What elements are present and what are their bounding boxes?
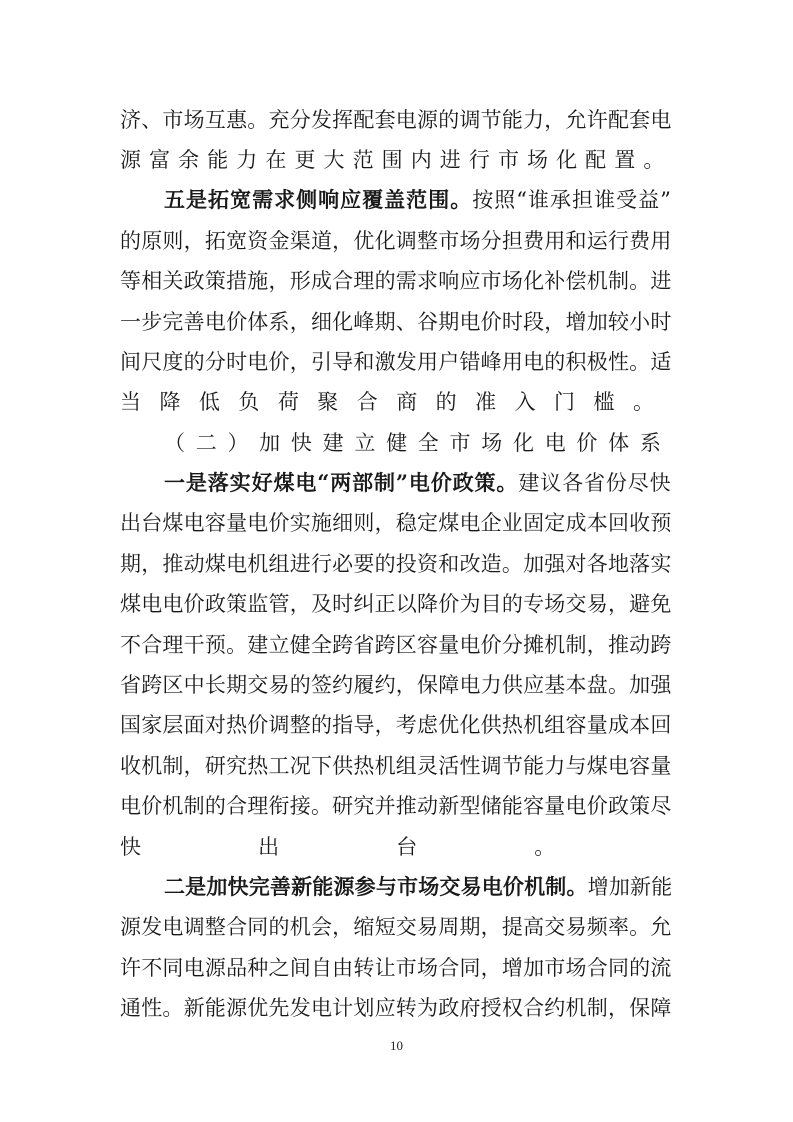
body-line: 通性。新能源优先发电计划应转为政府授权合约机制，保障 xyxy=(120,996,672,1020)
body-line: 煤电电价政策监管，及时纠正以降价为目的专场交易，避免 xyxy=(120,592,672,616)
body-line: 省跨区中长期交易的签约履约，保障电力供应基本盘。加强 xyxy=(120,673,672,697)
body-line: 一步完善电价体系，细化峰期、谷期电价时段，增加较小时 xyxy=(120,310,672,334)
body-line: 出台煤电容量电价实施细则，稳定煤电企业固定成本回收预 xyxy=(120,511,672,535)
page-number: 10 xyxy=(390,1038,403,1053)
body-line: 间尺度的分时电价，引导和激发用户错峰用电的积极性。适 xyxy=(120,350,672,374)
body-line: 当降低负荷聚合商的准入门槛。 xyxy=(120,390,673,414)
paragraph-heading-line: 五是拓宽需求侧响应覆盖范围。按照“谁承担谁受益” xyxy=(164,187,672,212)
body-line: 源富余能力在更大范围内进行市场化配置。 xyxy=(120,148,673,172)
bold-heading: 五是拓宽需求侧响应覆盖范围。 xyxy=(164,187,473,212)
section-heading: （二）加快建立健全市场化电价体系 xyxy=(164,431,672,455)
body-line: 电价机制的合理衔接。研究并推动新型储能容量电价政策尽 xyxy=(120,794,672,818)
bold-heading: 二是加快完善新能源参与市场交易电价机制。 xyxy=(164,874,588,899)
body-line: 许不同电源品种之间自由转让市场合同，增加市场合同的流 xyxy=(120,956,672,980)
body-line: 期，推动煤电机组进行必要的投资和改造。加强对各地落实 xyxy=(120,552,672,576)
body-line: 等相关政策措施，形成合理的需求响应市场化补偿机制。进 xyxy=(120,269,672,293)
body-line: 的原则，拓宽资金渠道，优化调整市场分担费用和运行费用 xyxy=(120,229,672,253)
paragraph-heading-line: 一是落实好煤电“两部制”电价政策。建议各省份尽快 xyxy=(164,470,672,495)
body-line: 不合理干预。建立健全跨省跨区容量电价分摊机制，推动跨 xyxy=(120,633,672,657)
body-line: 济、市场互惠。充分发挥配套电源的调节能力，允许配套电 xyxy=(120,108,672,132)
body-line: 源发电调整合同的机会，缩短交易周期，提高交易频率。允 xyxy=(120,915,672,939)
bold-heading: 一是落实好煤电“两部制”电价政策。 xyxy=(164,470,519,495)
body-line: 国家层面对热价调整的指导，考虑优化供热机组容量成本回 xyxy=(120,713,672,737)
body-line: 收机制，研究热工况下供热机组灵活性调节能力与煤电容量 xyxy=(120,754,672,778)
body-line: 快出台。 xyxy=(120,835,673,859)
paragraph-heading-line: 二是加快完善新能源参与市场交易电价机制。增加新能 xyxy=(164,874,673,899)
